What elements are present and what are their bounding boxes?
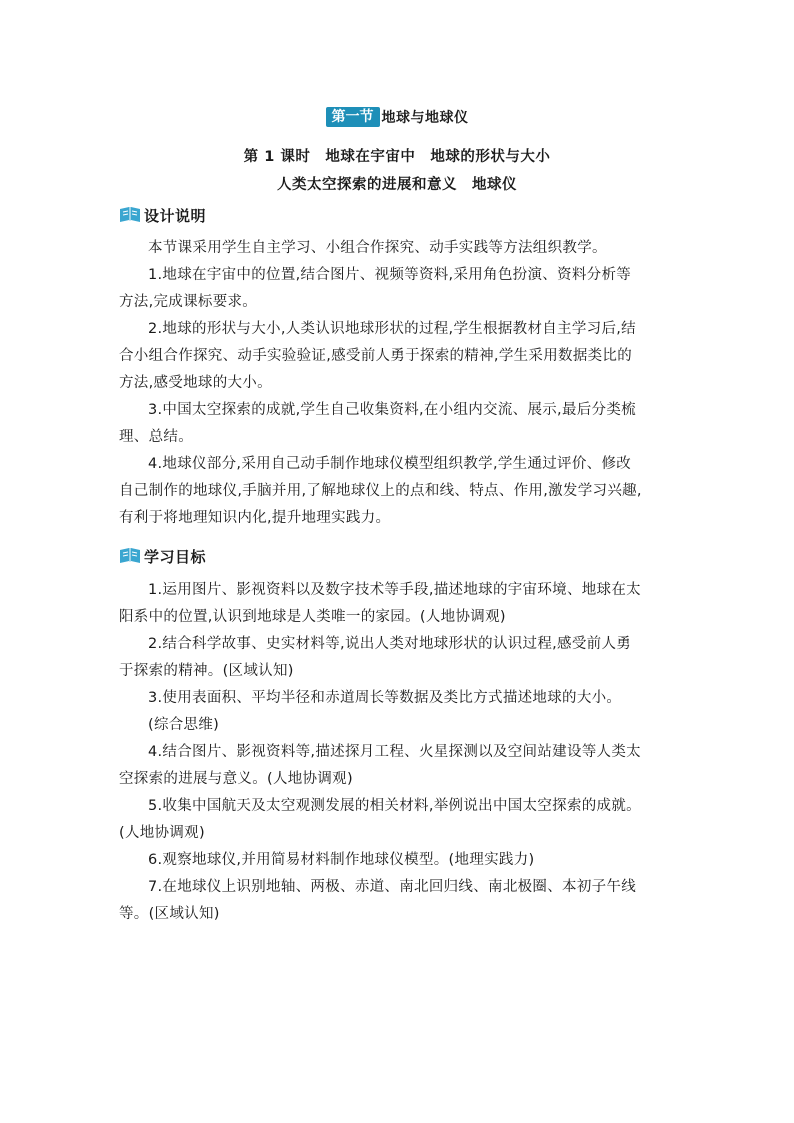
text-line: 方法,感受地球的大小。	[119, 375, 272, 391]
text-line: 7.在地球仪上识别地轴、两极、赤道、南北回归线、南北极圈、本初子午线	[148, 879, 637, 895]
text-line: 空探索的进展与意义。(人地协调观)	[119, 771, 353, 787]
text-line: (综合思维)	[148, 717, 220, 733]
section-title: 地球与地球仪	[381, 110, 469, 126]
lesson-subtitle-line2: 人类太空探索的进展和意义 地球仪	[277, 177, 517, 193]
goals-heading-text: 学习目标	[144, 547, 207, 566]
design-paragraphs	[119, 235, 675, 532]
goals-paragraphs	[119, 577, 675, 928]
text-line: 理、总结。	[119, 429, 193, 445]
text-line: 1.地球在宇宙中的位置,结合图片、视频等资料,采用角色扮演、资料分析等	[148, 267, 632, 283]
text-line: 有利于将地理知识内化,提升地理实践力。	[119, 510, 391, 526]
text-line: 自己制作的地球仪,手脑并用,了解地球仪上的点和线、特点、作用,激发学习兴趣,	[119, 483, 642, 499]
section-title-row	[0, 106, 794, 128]
lesson-subtitle-line1: 第 1 课时 地球在宇宙中 地球的形状与大小	[243, 149, 551, 165]
book-icon	[119, 547, 141, 565]
text-line: 2.地球的形状与大小,人类认识地球形状的过程,学生根据教材自主学习后,结	[148, 321, 636, 337]
goals-heading	[119, 545, 206, 567]
text-line: 1.运用图片、影视资料以及数字技术等手段,描述地球的宇宙环境、地球在太	[148, 582, 641, 598]
section-badge: 第一节	[326, 107, 380, 127]
book-icon	[119, 206, 141, 224]
text-line: 方法,完成课标要求。	[119, 294, 258, 310]
text-line: 3.使用表面积、平均半径和赤道周长等数据及类比方式描述地球的大小。	[148, 690, 622, 706]
text-line: 2.结合科学故事、史实材料等,说出人类对地球形状的认识过程,感受前人勇	[148, 636, 632, 652]
text-line: 3.中国太空探索的成就,学生自己收集资料,在小组内交流、展示,最后分类梳	[148, 402, 636, 418]
text-line: 等。(区域认知)	[119, 906, 220, 922]
text-line: 6.观察地球仪,并用简易材料制作地球仪模型。(地理实践力)	[148, 852, 535, 868]
text-line: 阳系中的位置,认识到地球是人类唯一的家园。(人地协调观)	[119, 609, 506, 625]
text-line: 合小组合作探究、动手实验验证,感受前人勇于探索的精神,学生采用数据类比的	[119, 348, 633, 364]
text-line: 于探索的精神。(区域认知)	[119, 663, 294, 679]
design-heading-text: 设计说明	[144, 206, 207, 225]
text-line: 本节课采用学生自主学习、小组合作探究、动手实践等方法组织教学。	[148, 240, 607, 256]
design-heading	[119, 204, 206, 226]
text-line: (人地协调观)	[119, 825, 205, 841]
text-line: 4.地球仪部分,采用自己动手制作地球仪模型组织教学,学生通过评价、修改	[148, 456, 632, 472]
text-line: 5.收集中国航天及太空观测发展的相关材料,举例说出中国太空探索的成就。	[148, 798, 641, 814]
text-line: 4.结合图片、影视资料等,描述探月工程、火星探测以及空间站建设等人类太	[148, 744, 641, 760]
